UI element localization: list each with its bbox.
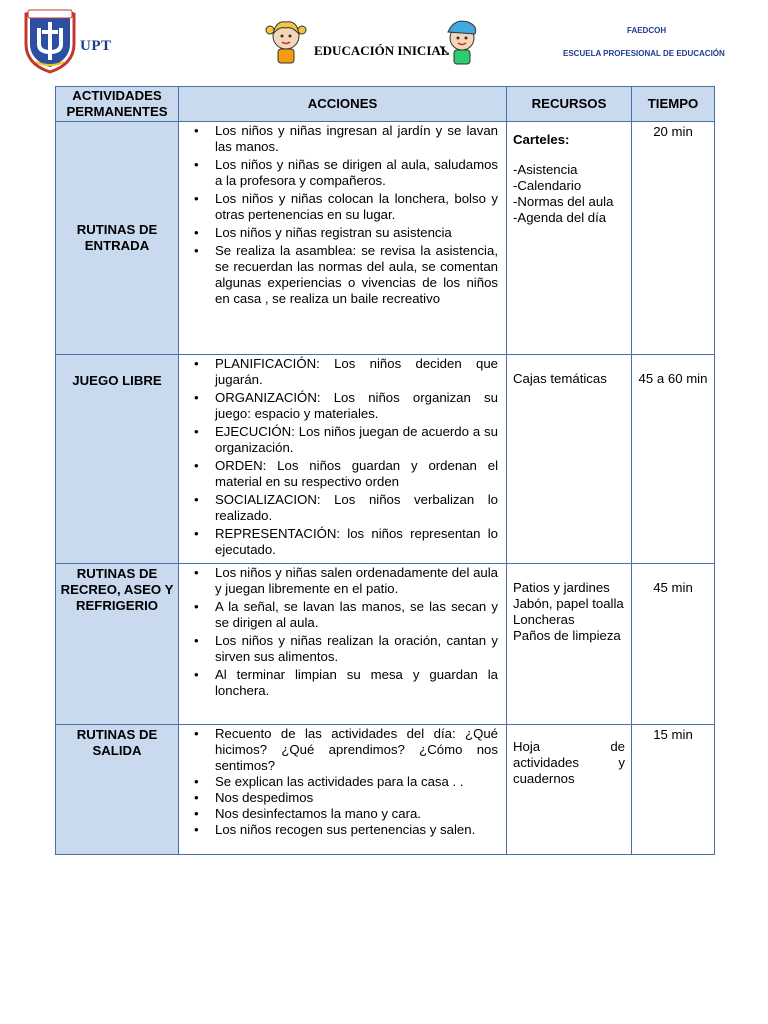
action-item: • SOCIALIZACION: Los niños verbalizan lo realizado. [185, 492, 498, 524]
activity-cell [56, 564, 179, 725]
header-actions: ACCIONES [179, 87, 507, 122]
resource-item: Patios y jardines [513, 580, 610, 595]
resource-item: Jabón, papel toalla [513, 596, 624, 611]
time-cell: 45 min [632, 564, 715, 725]
table-header-row [56, 87, 715, 122]
table-row [56, 564, 715, 725]
resource-item: Hoja de actividades y cuadernos [513, 739, 625, 786]
action-item: • A la señal, se lavan las manos, se las secan y se dirigen al aula. [185, 599, 498, 631]
resources-cell [507, 564, 632, 725]
action-item: • Los niños y niñas se dirigen al aula, saludamos a la profesora y compañeros. [185, 157, 498, 189]
resource-item: Cajas temáticas [513, 371, 607, 386]
page-title: EDUCACIÓN INICIAL [314, 43, 450, 58]
action-item: • Se explican las actividades para la casa . . [185, 774, 498, 790]
resource-item: Loncheras [513, 612, 575, 627]
action-item: • Los niños recogen sus pertenencias y salen. [185, 822, 498, 838]
resource-item: Paños de limpieza [513, 628, 621, 643]
kids-illustration [264, 16, 490, 68]
actions-cell [179, 564, 507, 725]
action-item: • PLANIFICACIÓN: Los niños deciden que jugarán. [185, 356, 498, 388]
activity-label: RUTINAS DE RECREO, ASEO Y REFRIGERIO [60, 566, 174, 613]
page-header [0, 0, 768, 82]
resource-item: -Agenda del día [513, 210, 607, 225]
header-resources: RECURSOS [507, 87, 632, 122]
action-item: • Al terminar limpian su mesa y guardan la lonchera. [185, 667, 498, 699]
action-item: • ORDEN: Los niños guardan y ordenan el material en su respectivo orden [185, 458, 498, 490]
resource-item: -Calendario [513, 178, 582, 193]
school-label: ESCUELA PROFESIONAL DE EDUCACIÓN [563, 49, 725, 58]
university-shield-logo [22, 6, 78, 74]
actions-cell [179, 355, 507, 564]
action-item: • ORGANIZACIÓN: Los niños organizan su juego: espacio y materiales. [185, 390, 498, 422]
activity-label: RUTINAS DE SALIDA [76, 727, 158, 758]
faculty-label: FAEDCOH [627, 26, 667, 35]
resources-cell [507, 122, 632, 355]
resource-item: -Normas del aula [513, 194, 614, 209]
action-item: • Recuento de las actividades del día: ¿Qué hicimos? ¿Qué aprendimos? ¿Cómo nos sentimos? [185, 726, 498, 774]
action-item: • Los niños y niñas registran su asistencia [185, 225, 498, 241]
action-item: • EJECUCIÓN: Los niños juegan de acuerdo a su organización. [185, 424, 498, 456]
resource-item: -Asistencia [513, 162, 578, 177]
activity-label: JUEGO LIBRE [72, 373, 162, 388]
action-item: • Nos despedimos [185, 790, 498, 806]
action-item: • Los niños y niñas colocan la lonchera, bolso y otras pertenencias en su lugar. [185, 191, 498, 223]
time-cell: 15 min [632, 725, 715, 855]
action-item: • Los niños y niñas salen ordenadamente del aula y juegan libremente en el patio. [185, 565, 498, 597]
action-item: • Los niños y niñas ingresan al jardín y se lavan las manos. [185, 123, 498, 155]
activity-label: RUTINAS DE ENTRADA [76, 222, 158, 253]
actions-cell [179, 725, 507, 855]
time-cell: 45 a 60 min [632, 355, 715, 564]
activity-cell [56, 355, 179, 564]
table-row [56, 122, 715, 355]
activities-table [55, 86, 715, 855]
university-acronym: UPT [80, 38, 112, 54]
action-item: • Se realiza la asamblea: se revisa la asistencia, se recuerdan las normas del aula, se comentan algunas experiencias o vivencias de los niños en casa , se realiza un baile recreativo [185, 243, 498, 307]
table-row [56, 725, 715, 855]
activity-cell [56, 122, 179, 355]
resources-cell [507, 355, 632, 564]
action-item: • REPRESENTACIÓN: los niños representan lo ejecutado. [185, 526, 498, 558]
resources-cell [507, 725, 632, 855]
header-time: TIEMPO [632, 87, 715, 122]
activity-cell [56, 725, 179, 855]
action-item: • Nos desinfectamos la mano y cara. [185, 806, 498, 822]
header-activities: ACTIVIDADES PERMANENTES [56, 87, 179, 122]
table-row [56, 355, 715, 564]
resources-title: Carteles: [513, 132, 570, 147]
time-cell: 20 min [632, 122, 715, 355]
action-item: • Los niños y niñas realizan la oración, cantan y sirven sus alimentos. [185, 633, 498, 665]
actions-cell [179, 122, 507, 355]
